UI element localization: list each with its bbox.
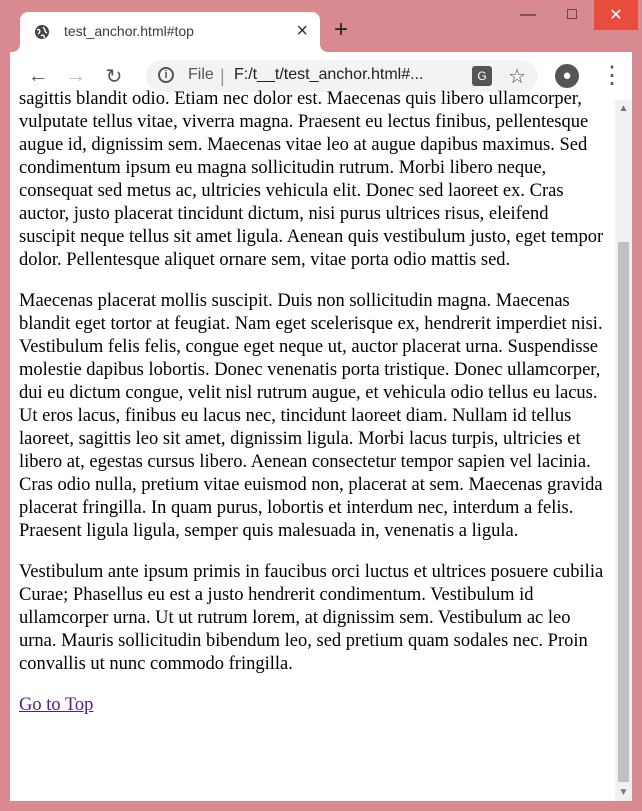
url-scheme-label: File <box>188 66 214 83</box>
browser-tab[interactable] <box>20 12 320 52</box>
maximize-button[interactable]: □ <box>567 6 577 23</box>
globe-icon <box>34 24 50 40</box>
info-icon[interactable]: i <box>158 67 174 83</box>
page-content <box>10 89 615 801</box>
account-icon[interactable]: ● <box>555 64 579 88</box>
bookmark-star-icon[interactable]: ☆ <box>508 66 526 88</box>
close-window-button[interactable]: ✕ <box>594 0 638 30</box>
back-button[interactable]: ← <box>28 64 48 87</box>
scroll-down-icon[interactable]: ▼ <box>618 787 629 798</box>
paragraph-1: sagittis blandit odio. Etiam nec dolor est. Maecenas quis libero ullamcorper, vulputate tellus vitae, viverra magna. Praesent eu lectus finibus, pellentesque augue id, dignissim sem. Maecenas vitae leo at augue dapibus maximus. Sed condimentum ipsum eu magna sollicitudin rutrum. Morbi libero neque, consequat sed metus ac, ultricies vehicula elit. Donec sed laoreet ex. Cras auctor, justo placerat tincidunt dictum, nisi purus ultrices risus, eleifend suscipit neque tellus sit amet ligula. Aenean quis vestibulum justo, eget tempor dolor. Pellentesque aliquet ornare sem, vitae porta odio mattis sed. <box>19 89 604 270</box>
menu-icon[interactable]: ⋮ <box>600 62 624 89</box>
translate-icon[interactable]: G <box>472 66 492 86</box>
scroll-thumb[interactable] <box>618 242 629 782</box>
tab-title: test_anchor.html#top <box>64 23 194 39</box>
paragraph-2: Maecenas placerat mollis suscipit. Duis non sollicitudin magna. Maecenas blandit eget tortor at feugiat. Nam eget scelerisque ex, hendrerit imperdiet nisi. Vestibulum felis felis, congue eget neque ut, auctor placerat urna. Suspendisse molestie dapibus lobortis. Donec venenatis porta tristique. Donec ullamcorper, dui eu dictum congue, velit nisl rutrum augue, et vehicula odio tellus eu lacus. Ut eros lacus, finibus eu lacus nec, tincidunt laoreet diam. Nullam id tellus laoreet, sagittis leo sit amet, dignissim ligula. Morbi lacus turpis, ultricies et libero at, egestas cursus libero. Aenean consectetur tempor sapien vel lacinia. Cras odio nulla, pretium vitae euismod non, placerat at sem. Maecenas gravida placerat fringilla. In quam purus, lobortis et interdum nec, interdum a felis. Praesent ligula ligula, semper quis malesuada in, venenatis a ligula. <box>19 291 603 541</box>
forward-button[interactable]: → <box>66 64 86 87</box>
new-tab-button[interactable]: + <box>334 16 349 43</box>
page-body <box>19 88 604 717</box>
scroll-up-icon[interactable]: ▲ <box>618 103 629 114</box>
reload-button[interactable]: ↻ <box>105 65 123 88</box>
tab-close-icon[interactable]: × <box>296 20 308 42</box>
go-to-top-link[interactable]: Go to Top <box>19 695 94 715</box>
url-separator: | <box>220 66 225 86</box>
scrollbar[interactable] <box>615 100 632 801</box>
paragraph-3: Vestibulum ante ipsum primis in faucibus orci luctus et ultrices posuere cubilia Curae; Phasellus eu est a justo hendrerit condimentum. Vestibulum id ullamcorper urna. Ut ut rutrum lorem, at dignissim sem. Vestibulum ac leo urna. Mauris sollicitudin bibendum leo, sed pretium quam sodales nec. Proin convallis ut nunc commodo fringilla. <box>19 562 604 674</box>
url-text[interactable]: F:/t__t/test_anchor.html#... <box>234 66 424 83</box>
minimize-button[interactable]: — <box>520 6 536 23</box>
